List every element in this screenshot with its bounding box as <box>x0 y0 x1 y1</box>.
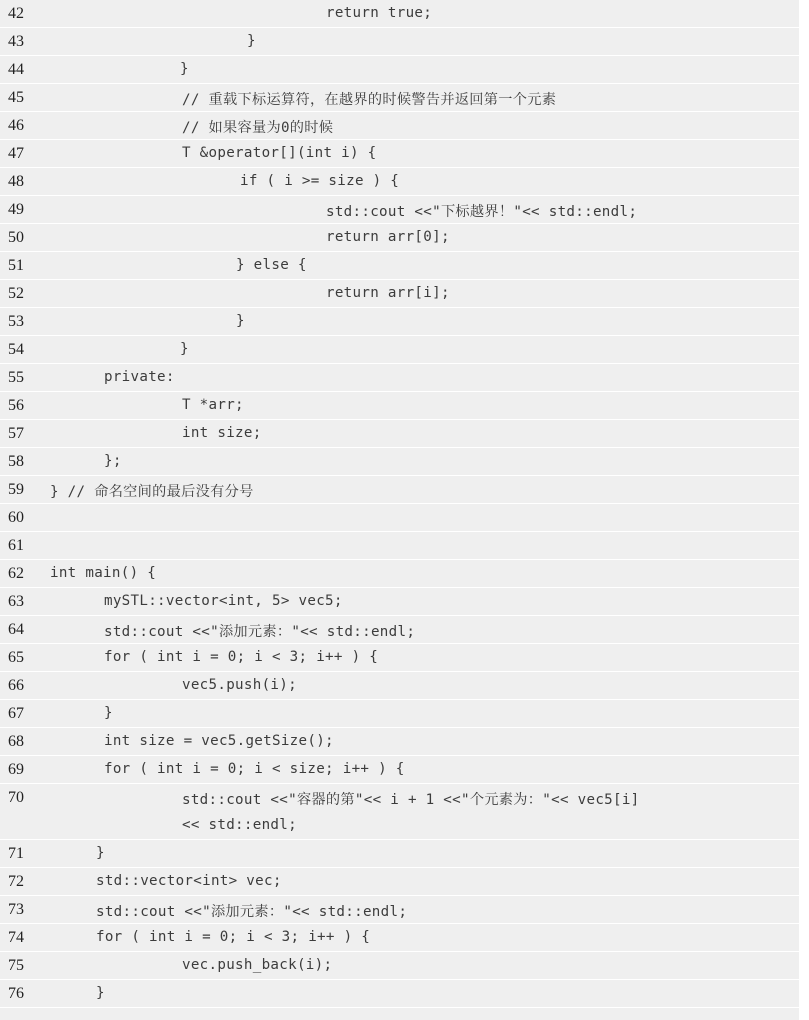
line-number: 47 <box>8 145 24 162</box>
code-line <box>0 476 799 504</box>
line-number: 71 <box>8 845 24 862</box>
code-text: T *arr; <box>182 397 244 413</box>
line-number: 42 <box>8 5 24 22</box>
code-text: return arr[0]; <box>326 229 450 245</box>
code-text: } <box>104 705 113 721</box>
code-text: std::vector<int> vec; <box>96 873 282 889</box>
code-line <box>0 392 799 420</box>
line-number: 54 <box>8 341 24 358</box>
code-text-continuation: << std::endl; <box>182 817 297 833</box>
line-number: 60 <box>8 509 24 526</box>
line-number: 56 <box>8 397 24 414</box>
line-number: 75 <box>8 957 24 974</box>
line-number: 66 <box>8 677 24 694</box>
code-text: std::cout <<"下标越界！"<< std::endl; <box>326 204 638 220</box>
code-line <box>0 364 799 392</box>
line-number: 76 <box>8 985 24 1002</box>
code-text: private: <box>104 369 175 385</box>
code-line <box>0 56 799 84</box>
line-number: 52 <box>8 285 24 302</box>
code-line <box>0 28 799 56</box>
code-text: vec5.push(i); <box>182 677 297 693</box>
line-number: 58 <box>8 453 24 470</box>
code-line <box>0 672 799 700</box>
code-text: std::cout <<"容器的第"<< i + 1 <<"个元素为："<< vec5[i] <box>182 792 640 808</box>
code-text: } <box>96 985 105 1001</box>
code-comment: } // 命名空间的最后没有分号 <box>50 484 254 500</box>
line-number: 74 <box>8 929 24 946</box>
code-line <box>0 980 799 1008</box>
code-text: return arr[i]; <box>326 285 450 301</box>
code-line <box>0 224 799 252</box>
line-number: 43 <box>8 33 24 50</box>
code-line <box>0 700 799 728</box>
code-text: std::cout <<"添加元素："<< std::endl; <box>104 624 416 640</box>
code-text: int size = vec5.getSize(); <box>104 733 334 749</box>
code-text: } <box>247 33 256 49</box>
code-line <box>0 0 799 28</box>
code-text: if ( i >= size ) { <box>240 173 400 189</box>
code-text: } <box>96 845 105 861</box>
code-text: for ( int i = 0; i < 3; i++ ) { <box>96 929 371 945</box>
code-line <box>0 280 799 308</box>
line-number: 68 <box>8 733 24 750</box>
code-line <box>0 784 799 840</box>
code-line <box>0 840 799 868</box>
code-line <box>0 252 799 280</box>
line-number: 49 <box>8 201 24 218</box>
code-line <box>0 588 799 616</box>
code-line <box>0 756 799 784</box>
code-text: vec.push_back(i); <box>182 957 333 973</box>
line-number: 73 <box>8 901 24 918</box>
code-text: return true; <box>326 5 433 21</box>
line-number: 70 <box>8 789 24 806</box>
line-number: 69 <box>8 761 24 778</box>
code-text: } <box>180 341 189 357</box>
line-number: 44 <box>8 61 24 78</box>
code-line <box>0 560 799 588</box>
code-line <box>0 868 799 896</box>
code-line <box>0 896 799 924</box>
code-text: }; <box>104 453 122 469</box>
code-text: mySTL::vector<int, 5> vec5; <box>104 593 343 609</box>
line-number: 61 <box>8 537 24 554</box>
code-text: } <box>180 61 189 77</box>
code-line <box>0 308 799 336</box>
code-text: } <box>236 313 245 329</box>
code-line <box>0 168 799 196</box>
code-line <box>0 532 799 560</box>
code-line <box>0 644 799 672</box>
code-line <box>0 420 799 448</box>
line-number: 59 <box>8 481 24 498</box>
code-line <box>0 336 799 364</box>
code-line <box>0 924 799 952</box>
code-text: int size; <box>182 425 262 441</box>
line-number: 57 <box>8 425 24 442</box>
code-comment: // 如果容量为0的时候 <box>182 120 334 136</box>
code-line <box>0 448 799 476</box>
line-number: 67 <box>8 705 24 722</box>
line-number: 63 <box>8 593 24 610</box>
line-number: 62 <box>8 565 24 582</box>
code-line <box>0 728 799 756</box>
code-line <box>0 140 799 168</box>
code-comment: // 重载下标运算符，在越界的时候警告并返回第一个元素 <box>182 92 557 108</box>
code-line <box>0 84 799 112</box>
line-number: 50 <box>8 229 24 246</box>
code-text: std::cout <<"添加元素："<< std::endl; <box>96 904 408 920</box>
code-text: for ( int i = 0; i < 3; i++ ) { <box>104 649 379 665</box>
code-line <box>0 196 799 224</box>
line-number: 65 <box>8 649 24 666</box>
line-number: 48 <box>8 173 24 190</box>
code-text: T &operator[](int i) { <box>182 145 377 161</box>
line-number: 53 <box>8 313 24 330</box>
code-text: for ( int i = 0; i < size; i++ ) { <box>104 761 405 777</box>
code-line <box>0 952 799 980</box>
code-line <box>0 112 799 140</box>
code-line <box>0 504 799 532</box>
line-number: 72 <box>8 873 24 890</box>
code-text: } else { <box>236 257 307 273</box>
line-number: 46 <box>8 117 24 134</box>
line-number: 64 <box>8 621 24 638</box>
line-number: 45 <box>8 89 24 106</box>
line-number: 51 <box>8 257 24 274</box>
code-text: int main() { <box>50 565 157 581</box>
code-line <box>0 616 799 644</box>
line-number: 55 <box>8 369 24 386</box>
